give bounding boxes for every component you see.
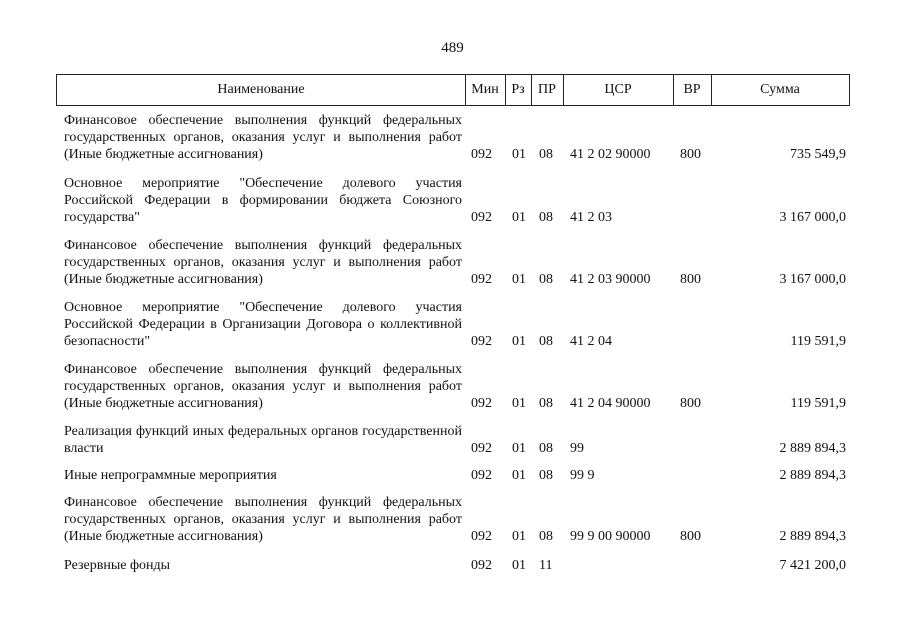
row-min: 092	[471, 529, 492, 544]
row-min: 092	[471, 468, 492, 483]
row-rz: 01	[512, 468, 526, 483]
row-pr: 08	[539, 272, 553, 287]
row-name: Иные непрограммные мероприятия	[64, 468, 277, 483]
row-csr: 41 2 04 90000	[570, 396, 651, 411]
row-min: 092	[471, 558, 492, 573]
row-min: 092	[471, 334, 492, 349]
row-pr: 08	[539, 529, 553, 544]
row-csr: 41 2 04	[570, 334, 612, 349]
row-name: Финансовое обеспечение выполнения функций федеральных государственных органов, оказания услуг и выполнения работ (Иные бюджетные ассигнования)	[64, 238, 462, 287]
row-sum: 7 421 200,0	[779, 558, 846, 573]
table-row	[0, 423, 905, 457]
page-number: 489	[441, 40, 464, 56]
header-pr: ПР	[538, 82, 556, 97]
row-csr: 41 2 03	[570, 210, 612, 225]
row-rz: 01	[512, 396, 526, 411]
header-min: Мин	[471, 82, 499, 97]
row-min: 092	[471, 272, 492, 287]
row-rz: 01	[512, 334, 526, 349]
row-pr: 08	[539, 210, 553, 225]
row-csr: 41 2 03 90000	[570, 272, 651, 287]
table-row	[0, 361, 905, 413]
row-min: 092	[471, 210, 492, 225]
row-rz: 01	[512, 210, 526, 225]
table-row	[0, 112, 905, 164]
row-csr: 99	[570, 441, 584, 456]
row-name: Основное мероприятие "Обеспечение долевого участия Российской Федерации в Организации Договора о коллективной безопасности"	[64, 300, 462, 349]
row-name: Основное мероприятие "Обеспечение долевого участия Российской Федерации в формировании бюджета Союзного государства"	[64, 176, 462, 225]
header-vr: ВР	[683, 82, 701, 97]
row-rz: 01	[512, 441, 526, 456]
row-rz: 01	[512, 147, 526, 162]
header-name: Наименование	[217, 82, 305, 97]
table-row	[0, 299, 905, 351]
row-pr: 08	[539, 334, 553, 349]
row-sum: 2 889 894,3	[779, 529, 846, 544]
row-sum: 3 167 000,0	[779, 210, 846, 225]
row-name: Резервные фонды	[64, 558, 171, 573]
table-row	[0, 467, 905, 484]
row-min: 092	[471, 396, 492, 411]
row-pr: 08	[539, 468, 553, 483]
row-pr: 08	[539, 396, 553, 411]
row-pr: 08	[539, 147, 553, 162]
row-name: Реализация функций иных федеральных органов государственной власти	[64, 424, 462, 456]
row-sum: 735 549,9	[790, 147, 846, 162]
row-sum: 2 889 894,3	[779, 441, 846, 456]
row-sum: 119 591,9	[790, 334, 846, 349]
row-min: 092	[471, 441, 492, 456]
row-name: Финансовое обеспечение выполнения функций федеральных государственных органов, оказания услуг и выполнения работ (Иные бюджетные ассигнования)	[64, 495, 462, 544]
row-name: Финансовое обеспечение выполнения функций федеральных государственных органов, оказания услуг и выполнения работ (Иные бюджетные ассигнования)	[64, 113, 462, 162]
row-sum: 2 889 894,3	[779, 468, 846, 483]
table-row	[0, 175, 905, 227]
row-csr: 41 2 02 90000	[570, 147, 651, 162]
table-header	[56, 74, 850, 106]
row-rz: 01	[512, 272, 526, 287]
row-rz: 01	[512, 558, 526, 573]
table-row	[0, 494, 905, 546]
row-pr: 08	[539, 441, 553, 456]
row-pr: 11	[539, 558, 553, 573]
row-sum: 3 167 000,0	[779, 272, 846, 287]
table-row	[0, 237, 905, 289]
row-csr: 99 9	[570, 468, 595, 483]
row-vr: 800	[680, 147, 701, 162]
table-row	[0, 557, 905, 574]
row-sum: 119 591,9	[790, 396, 846, 411]
row-vr: 800	[680, 396, 701, 411]
row-name: Финансовое обеспечение выполнения функций федеральных государственных органов, оказания услуг и выполнения работ (Иные бюджетные ассигнования)	[64, 362, 462, 411]
row-vr: 800	[680, 272, 701, 287]
header-sum: Сумма	[760, 82, 800, 97]
row-min: 092	[471, 147, 492, 162]
row-vr: 800	[680, 529, 701, 544]
header-rz: Рз	[511, 82, 525, 97]
row-csr: 99 9 00 90000	[570, 529, 651, 544]
header-csr: ЦСР	[604, 82, 632, 97]
row-rz: 01	[512, 529, 526, 544]
